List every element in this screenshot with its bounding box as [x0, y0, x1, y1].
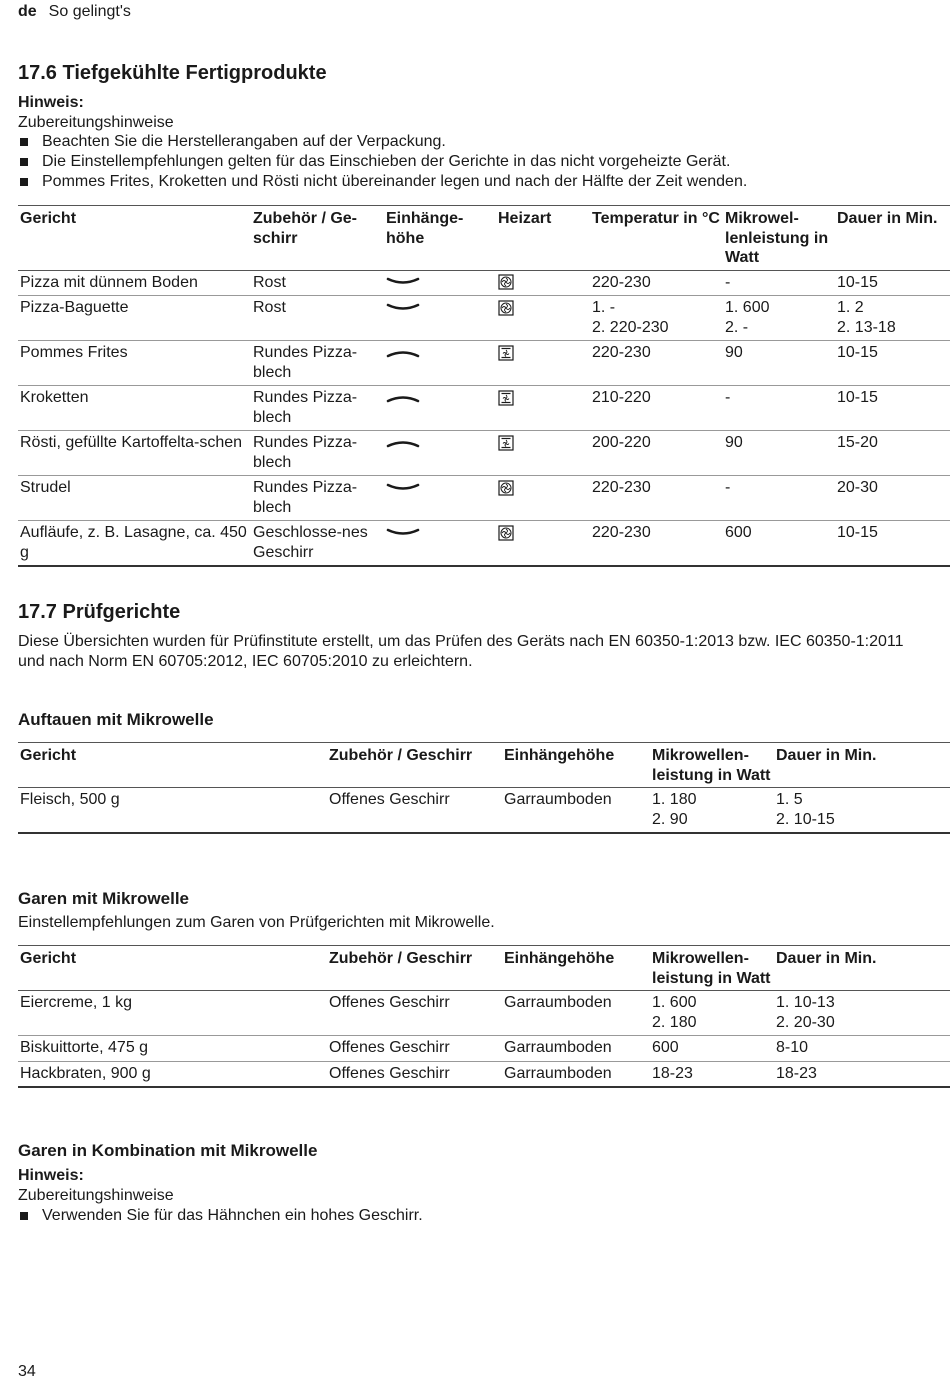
cell-level: [384, 476, 496, 521]
cell-microwave: 90: [725, 434, 743, 451]
cell-heating: [496, 386, 590, 431]
cook-table-wrap: [18, 945, 950, 1088]
col-header-microwave: Mikrowel-lenleistung in Watt: [725, 210, 829, 266]
list-item: Verwenden Sie für das Hähnchen ein hohes Geschirr.: [18, 1206, 950, 1226]
rack-curve-down-icon: [386, 299, 420, 316]
table-row: [18, 296, 950, 341]
cell-accessory: Rost: [253, 273, 286, 291]
cell-heating: [496, 521, 590, 567]
col-header-level: Einhängehöhe: [504, 747, 615, 764]
cell-dish: Pommes Frites: [20, 344, 128, 361]
cell-duration: 10-15: [837, 389, 878, 406]
table-header-row: [18, 946, 950, 991]
col-header-accessory: Zubehör / Geschirr: [329, 950, 473, 967]
pizza-setting-icon: [498, 434, 514, 451]
cell-accessory: Rundes Pizza-blech: [253, 434, 358, 471]
circulating-air-icon: [498, 524, 514, 541]
table-row: [18, 476, 950, 521]
cell-duration: 18-23: [776, 1064, 817, 1082]
col-header-level: Einhänge-höhe: [386, 210, 464, 247]
cell-accessory: Offenes Geschirr: [329, 1039, 450, 1056]
col-header-duration: Dauer in Min.: [837, 210, 938, 227]
subsection-title-thaw: Auftauen mit Mikrowelle: [18, 710, 214, 729]
cell-dish: Pizza-Baguette: [20, 299, 129, 316]
cell-level: Garraumboden: [504, 1039, 612, 1056]
rack-curve-down-icon: [386, 479, 420, 496]
table-header-row: [18, 206, 950, 271]
section-title-17-6: 17.6 Tiefgekühlte Fertigprodukte: [18, 62, 327, 84]
cell-heating: [496, 296, 590, 341]
cell-accessory: Rundes Pizza-blech: [253, 344, 358, 381]
col-header-dish: Gericht: [20, 747, 77, 764]
cell-duration: 1. 2 2. 13-18: [837, 299, 896, 336]
rack-curve-up-icon: [386, 434, 420, 451]
cell-level: Garraumboden: [504, 1064, 612, 1082]
table-row: [18, 991, 950, 1036]
note-label: Hinweis:: [18, 1167, 84, 1184]
col-header-duration: Dauer in Min.: [776, 950, 877, 967]
frozen-products-table: [18, 205, 950, 567]
col-header-dish: Gericht: [20, 950, 77, 967]
cell-duration: 10-15: [837, 344, 878, 361]
section-title-17-7: 17.7 Prüfgerichte: [18, 601, 181, 623]
cell-duration: 15-20: [837, 434, 878, 451]
page-header: [18, 2, 131, 22]
cell-dish: Fleisch, 500 g: [20, 791, 120, 808]
col-header-accessory: Zubehör / Geschirr: [329, 747, 473, 764]
cell-duration: 20-30: [837, 479, 878, 496]
cell-level: [384, 431, 496, 476]
cell-temperature: 220-230: [592, 479, 651, 496]
cell-microwave: 18-23: [652, 1064, 693, 1082]
list-item: Beachten Sie die Herstellerangaben auf der Verpackung.: [18, 132, 950, 152]
thaw-table-wrap: [18, 742, 950, 834]
cook-table: [18, 945, 950, 1088]
note-label: Hinweis:: [18, 94, 84, 111]
cell-duration: 10-15: [837, 273, 878, 291]
cell-accessory: Rost: [253, 299, 286, 316]
cell-microwave: -: [725, 273, 731, 291]
note-bullet-list: [18, 1206, 950, 1226]
rack-curve-down-icon: [386, 274, 420, 291]
list-item: Pommes Frites, Kroketten und Rösti nicht übereinander legen und nach der Hälfte der Zeit wenden.: [18, 172, 950, 192]
table-row: [18, 788, 950, 834]
circulating-air-icon: [498, 274, 514, 291]
subsection-title-cook: Garen mit Mikrowelle: [18, 889, 189, 908]
cell-level: Garraumboden: [504, 994, 612, 1011]
cell-heating: [496, 270, 590, 296]
cell-microwave: 1. 180 2. 90: [652, 791, 697, 828]
cell-heating: [496, 476, 590, 521]
cell-microwave: 1. 600 2. 180: [652, 994, 697, 1031]
table-row: [18, 270, 950, 296]
cell-level: [384, 270, 496, 296]
col-header-temperature: Temperatur in °C: [592, 210, 720, 227]
cell-dish: Hackbraten, 900 g: [20, 1064, 151, 1082]
page-number: 34: [18, 1363, 36, 1380]
pizza-setting-icon: [498, 389, 514, 406]
header-section-title: So gelingt's: [48, 3, 131, 20]
note-subtitle: Zubereitungshinweise: [18, 114, 174, 131]
subsection-title-combi: Garen in Kombination mit Mikrowelle: [18, 1141, 318, 1160]
circulating-air-icon: [498, 479, 514, 496]
frozen-products-table-wrap: [18, 205, 950, 567]
col-header-duration: Dauer in Min.: [776, 747, 877, 764]
cell-accessory: Offenes Geschirr: [329, 791, 450, 808]
col-header-level: Einhängehöhe: [504, 950, 615, 967]
thaw-table: [18, 742, 950, 834]
cell-dish: Rösti, gefüllte Kartoffelta-schen: [20, 434, 243, 451]
table-row: [18, 521, 950, 567]
table-row: [18, 386, 950, 431]
cook-intro: Einstellempfehlungen zum Garen von Prüfgerichten mit Mikrowelle.: [18, 914, 495, 931]
note-subtitle: Zubereitungshinweise: [18, 1187, 174, 1204]
cell-duration: 1. 10-13 2. 20-30: [776, 994, 835, 1031]
col-header-heating: Heizart: [498, 210, 552, 227]
cell-temperature: 220-230: [592, 273, 651, 291]
cell-duration: 10-15: [837, 524, 878, 541]
cell-microwave: 90: [725, 344, 743, 361]
cell-heating: [496, 431, 590, 476]
cell-dish: Biskuittorte, 475 g: [20, 1039, 149, 1056]
cell-temperature: 1. - 2. 220-230: [592, 299, 669, 336]
cell-level: Garraumboden: [504, 791, 612, 808]
col-header-microwave: Mikrowellen-leistung in Watt: [652, 950, 771, 987]
language-tag: de: [18, 3, 37, 20]
rack-curve-down-icon: [386, 524, 420, 541]
cell-temperature: 220-230: [592, 344, 651, 361]
cell-dish: Aufläufe, z. B. Lasagne, ca. 450 g: [20, 524, 247, 561]
cell-dish: Kroketten: [20, 389, 89, 406]
table-row: [18, 431, 950, 476]
cell-accessory: Offenes Geschirr: [329, 994, 450, 1011]
cell-duration: 8-10: [776, 1039, 809, 1056]
table-row: [18, 1036, 950, 1062]
rack-curve-up-icon: [386, 344, 420, 361]
rack-curve-up-icon: [386, 389, 420, 406]
cell-microwave: -: [725, 479, 731, 496]
cell-dish: Pizza mit dünnem Boden: [20, 273, 198, 291]
cell-level: [384, 521, 496, 567]
pizza-setting-icon: [498, 344, 514, 361]
col-header-dish: Gericht: [20, 210, 77, 227]
cell-duration: 1. 5 2. 10-15: [776, 791, 835, 828]
table-row: [18, 1061, 950, 1087]
cell-microwave: -: [725, 389, 731, 406]
cell-microwave: 1. 600 2. -: [725, 299, 770, 336]
cell-accessory: Rundes Pizza-blech: [253, 479, 358, 516]
cell-level: [384, 386, 496, 431]
cell-dish: Strudel: [20, 479, 71, 496]
col-header-microwave: Mikrowellen-leistung in Watt: [652, 747, 771, 784]
table-header-row: [18, 743, 950, 788]
list-item: Die Einstellempfehlungen gelten für das Einschieben der Gerichte in das nicht vorgeheizte Gerät.: [18, 152, 950, 172]
table-row: [18, 341, 950, 386]
cell-accessory: Geschlosse-nes Geschirr: [253, 524, 368, 561]
cell-temperature: 220-230: [592, 524, 651, 541]
cell-temperature: 210-220: [592, 389, 651, 406]
cell-level: [384, 296, 496, 341]
circulating-air-icon: [498, 299, 514, 316]
cell-heating: [496, 341, 590, 386]
cell-level: [384, 341, 496, 386]
cell-microwave: 600: [725, 524, 752, 541]
note-bullet-list: [18, 132, 950, 192]
cell-dish: Eiercreme, 1 kg: [20, 994, 133, 1011]
cell-microwave: 600: [652, 1039, 679, 1056]
section-intro: Diese Übersichten wurden für Prüfinstitute erstellt, um das Prüfen des Geräts nach EN 60350-1:2013 bzw. IEC 60350-1:2011 und nach Norm EN 60705:2012, IEC 60705:2010 zu erleichtern.: [18, 633, 904, 670]
cell-temperature: 200-220: [592, 434, 651, 451]
cell-accessory: Offenes Geschirr: [329, 1064, 450, 1082]
col-header-accessory: Zubehör / Ge-schirr: [253, 210, 357, 247]
cell-accessory: Rundes Pizza-blech: [253, 389, 358, 426]
